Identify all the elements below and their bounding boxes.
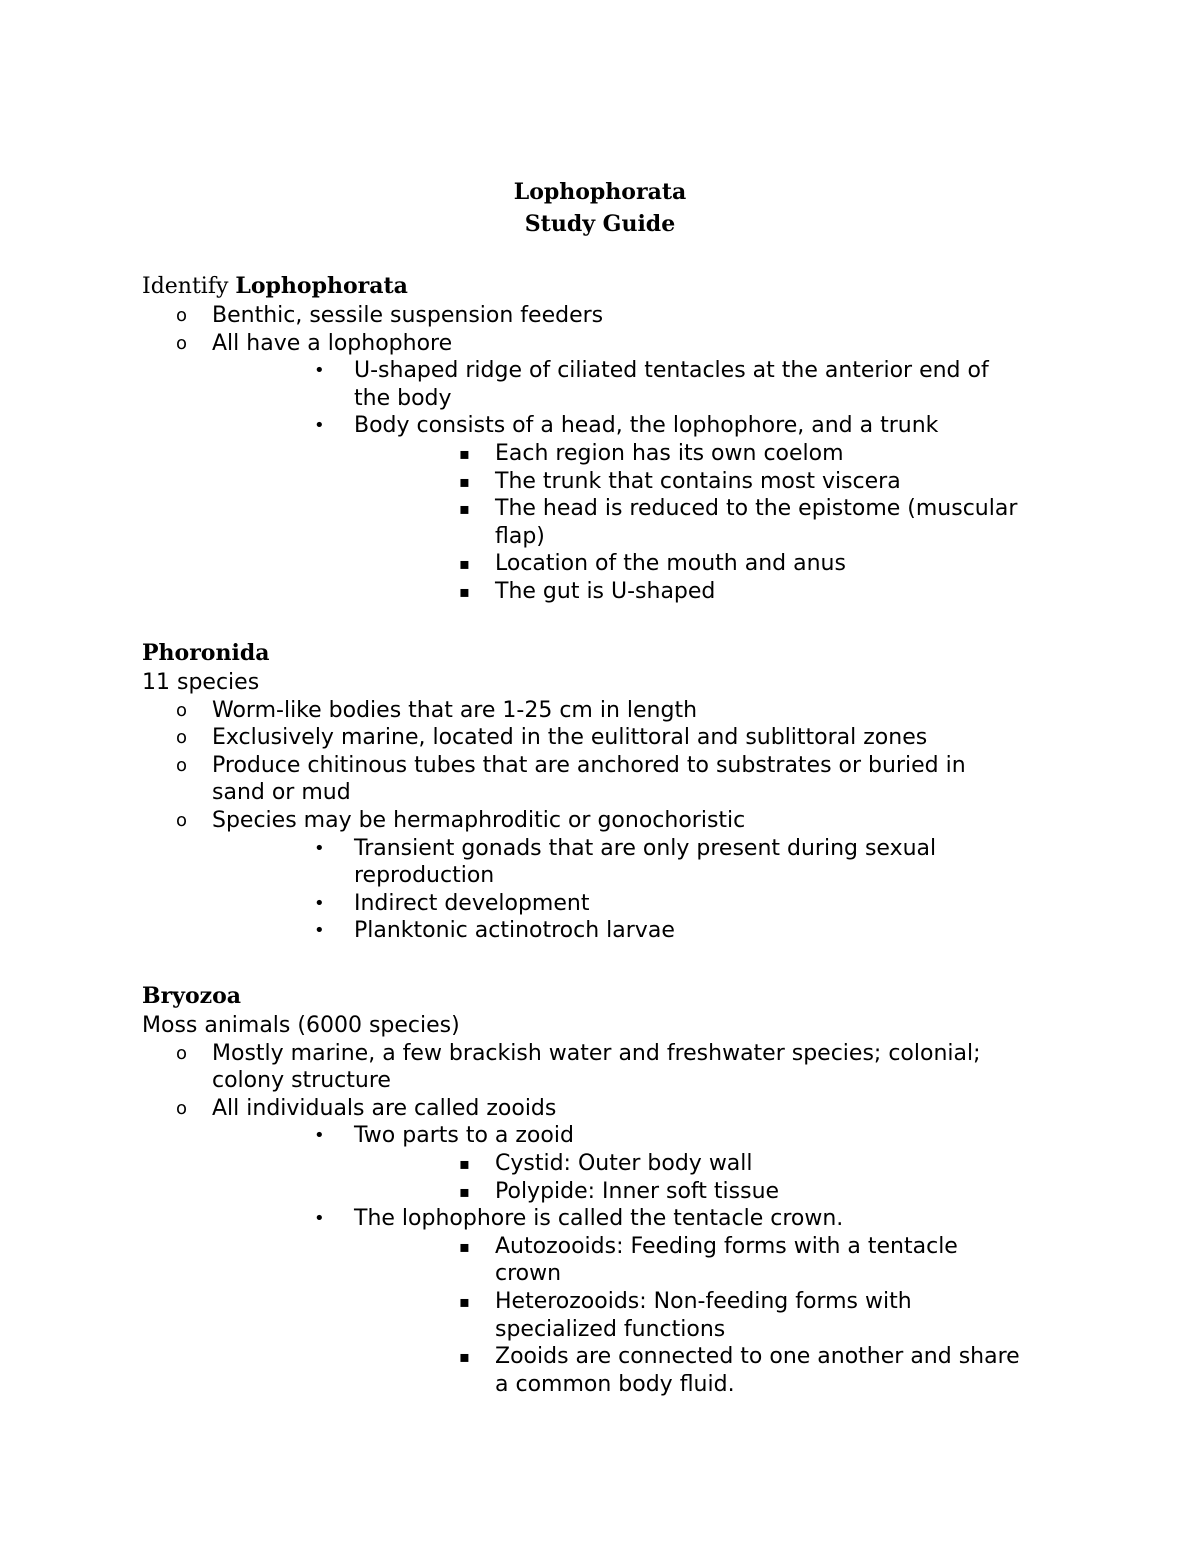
section-identify (142, 271, 1142, 606)
doc-subtitle: Study Guide (524, 211, 676, 237)
list-item: ▪ Polypide: Inner soft tissue (459, 1178, 780, 1204)
bullet-icon: o (176, 809, 188, 831)
bullet-icon: ▪ (459, 443, 470, 463)
section-phoronida (142, 638, 1142, 945)
bullet-icon: o (176, 1097, 188, 1119)
bullet-icon: o (176, 332, 188, 354)
list-item: ▪ The trunk that contains most viscera (459, 468, 901, 494)
list-item-continuation: colony structure (212, 1068, 391, 1094)
list-item: ▪ Location of the mouth and anus (459, 551, 846, 577)
list-item: ▪ Zooids are connected to one another and share (459, 1344, 1020, 1370)
bullet-icon: • (314, 415, 325, 437)
list-item: ▪ Each region has its own coelom (459, 440, 844, 466)
list-item: ▪ The gut is U-shaped (459, 578, 716, 604)
list-item: o Benthic, sessile suspension feeders (176, 303, 604, 328)
bullet-icon: ▪ (459, 471, 470, 491)
list-item: o All have a lophophore (176, 330, 453, 356)
list-item: o All individuals are called zooids (176, 1095, 557, 1121)
list-item: o Worm-like bodies that are 1-25 cm in length (176, 697, 698, 723)
list-item: ▪ The head is reduced to the epistome (muscular (459, 496, 1018, 522)
list-item-continuation: crown (495, 1261, 562, 1287)
list-item-continuation: the body (354, 385, 452, 411)
bullet-icon: • (314, 920, 325, 942)
list-item-continuation: a common body fluid. (495, 1371, 735, 1397)
bullet-icon: ▪ (459, 1291, 470, 1311)
bullet-icon: o (176, 1042, 188, 1064)
section-heading-bryozoa: Bryozoa (142, 983, 242, 1009)
bullet-icon: ▪ (459, 581, 470, 601)
title-block (0, 176, 1200, 240)
list-item-continuation: flap) (495, 523, 545, 549)
list-item: • The lophophore is called the tentacle crown. (314, 1206, 844, 1232)
bullet-icon: ▪ (459, 1181, 470, 1201)
section-heading-phoronida: Phoronida (142, 640, 270, 666)
bullet-icon: ▪ (459, 554, 470, 574)
list-item: • Planktonic actinotroch larvae (314, 918, 675, 944)
section-subheading: Moss animals (6000 species) (142, 1013, 460, 1038)
list-item: o Species may be hermaphroditic or gonochoristic (176, 807, 746, 833)
bullet-icon: o (176, 305, 188, 326)
list-item: • Two parts to a zooid (314, 1123, 574, 1149)
list-item-continuation: reproduction (354, 863, 495, 889)
section-heading-identify: Identify Lophophorata (142, 273, 408, 299)
bullet-icon: ▪ (459, 499, 470, 519)
list-item: ▪ Heterozooids: Non-feeding forms with (459, 1288, 912, 1314)
bullet-icon: • (314, 892, 325, 914)
bullet-icon: ▪ (459, 1236, 470, 1256)
list-item: • Body consists of a head, the lophophore, and a trunk (314, 413, 939, 439)
list-item: • Indirect development (314, 890, 590, 916)
list-item: o Mostly marine, a few brackish water and freshwater species; colonial; (176, 1040, 981, 1066)
bullet-icon: o (176, 727, 188, 749)
list-item-continuation: sand or mud (212, 780, 351, 806)
section-subheading: 11 species (142, 670, 260, 695)
bullet-icon: • (314, 1208, 325, 1230)
list-item: o Produce chitinous tubes that are anchored to substrates or buried in (176, 752, 966, 778)
doc-title: Lophophorata (513, 179, 687, 205)
bullet-icon: o (176, 699, 188, 721)
bullet-icon: • (314, 837, 325, 859)
list-item-continuation: specialized functions (495, 1316, 726, 1342)
section-bryozoa (142, 981, 1142, 1398)
bullet-icon: • (314, 1125, 325, 1147)
list-item: o Exclusively marine, located in the eulittoral and sublittoral zones (176, 725, 928, 751)
bullet-icon: • (314, 360, 325, 382)
bullet-icon: ▪ (459, 1347, 470, 1367)
bullet-icon: o (176, 754, 188, 776)
bullet-icon: ▪ (459, 1153, 470, 1173)
list-item: • U-shaped ridge of ciliated tentacles at the anterior end of (314, 358, 989, 384)
list-item: ▪ Cystid: Outer body wall (459, 1150, 753, 1176)
list-item: • Transient gonads that are only present during sexual (314, 835, 937, 861)
list-item: ▪ Autozooids: Feeding forms with a tentacle (459, 1233, 958, 1259)
